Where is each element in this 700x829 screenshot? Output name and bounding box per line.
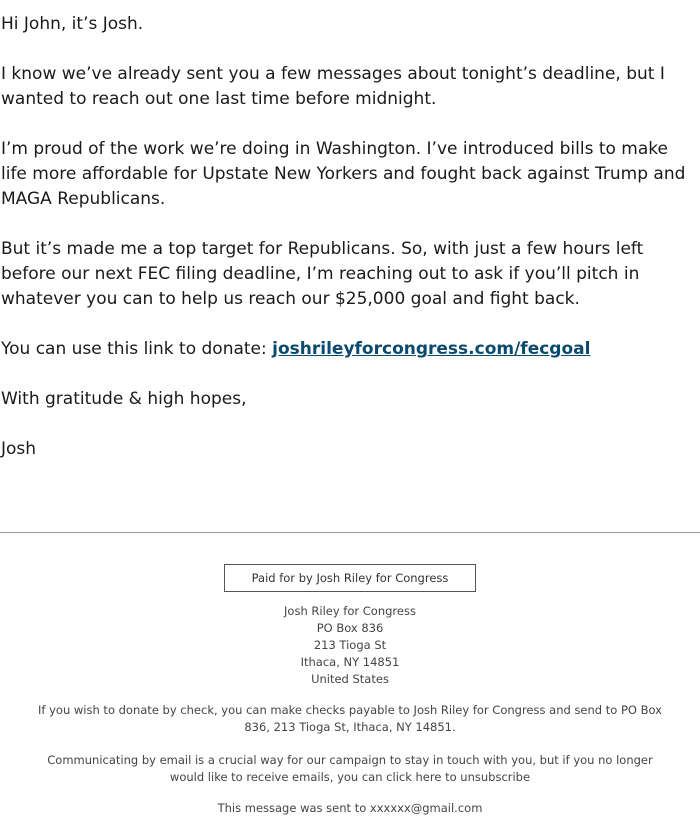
paragraph-deadline: I know we’ve already sent you a few messages about tonight’s deadline, but I wanted to reach out one last time before midnight. [1,64,665,109]
address-country: United States [311,672,389,686]
email-footer [0,564,700,817]
donate-line [1,337,697,362]
address-street: 213 Tioga St [313,638,387,652]
donate-link[interactable]: joshrileyforcongress.com/fecgoal [272,339,591,359]
paragraph-ask: But it’s made me a top target for Republicans. So, with just a few hours left before our next FEC filing deadline, I’m reaching out to ask if you’ll pitch in whatever you can to help us reach our $25,000 goal and fight back. [1,239,644,309]
address-po-box: PO Box 836 [316,621,384,635]
closing: With gratitude & high hopes, [1,389,247,409]
check-donation-note: If you wish to donate by check, you can make checks payable to Josh Riley for Congress and send to PO Box 836, 213 Tioga St, Ithaca, NY 14851. [38,703,662,734]
sent-to-note: This message was sent to xxxxxx@gmail.com [217,801,483,815]
signature: Josh [1,439,37,459]
greeting: Hi John, it’s Josh. [1,14,144,34]
email-body [1,12,697,487]
unsubscribe-link[interactable]: Communicating by email is a crucial way for our campaign to stay in touch with you, but if you no longer would like to receive emails, you can click here to unsubscribe [47,753,653,784]
mailing-address [0,603,700,688]
donate-prefix: You can use this link to donate: [1,339,273,359]
footer-divider [0,532,700,533]
paragraph-work: I’m proud of the work we’re doing in Washington. I’ve introduced bills to make life more affordable for Upstate New Yorkers and fought back against Trump and MAGA Republicans. [1,139,686,209]
address-city: Ithaca, NY 14851 [300,655,400,669]
paid-for-disclaimer: Paid for by Josh Riley for Congress [224,564,476,592]
address-name: Josh Riley for Congress [284,604,416,618]
